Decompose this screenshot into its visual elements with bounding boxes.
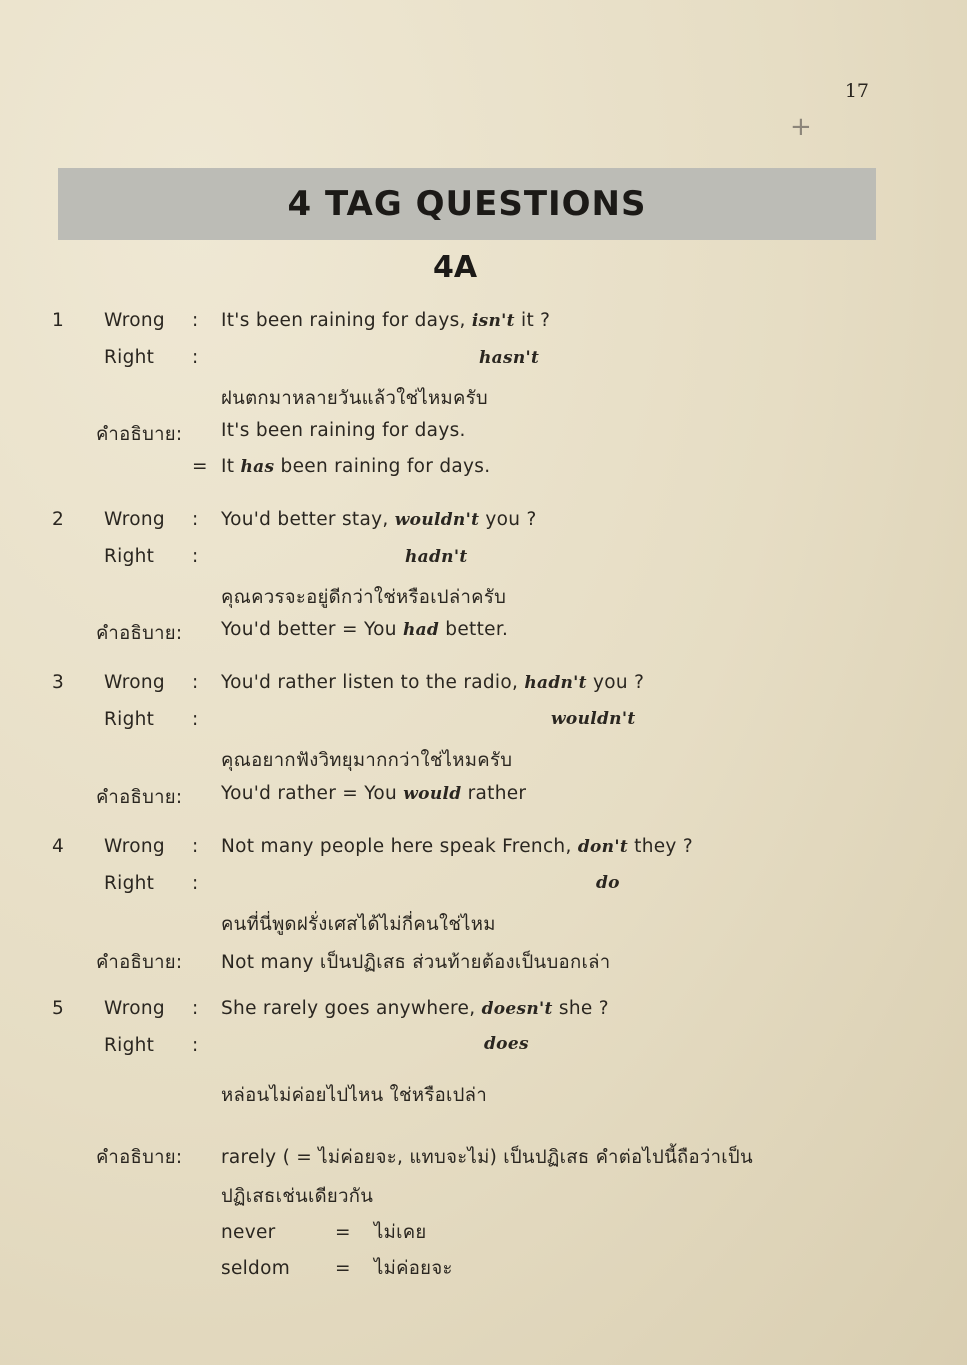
colon: : [192, 347, 199, 368]
wrong-sentence [221, 310, 550, 331]
equals-sign: = [335, 1222, 351, 1243]
wrong-label: Wrong [104, 310, 165, 331]
explanation-part: better. [439, 619, 509, 640]
item-number: 3 [52, 672, 65, 693]
sentence-text: Not many people here speak French, [221, 836, 578, 857]
colon: : [192, 998, 199, 1019]
wrong-tag: don't [577, 837, 628, 857]
pencil-margin-mark: + [790, 112, 812, 142]
wrong-label: Wrong [104, 836, 165, 857]
right-label: Right [104, 546, 155, 567]
chapter-title-banner [58, 168, 876, 240]
colon: : [192, 709, 199, 730]
explanation-text: ปฏิเสธเช่นเดียวกัน [221, 1186, 374, 1207]
sentence-text: It's been raining for days, [221, 310, 472, 331]
wrong-tag: isn't [471, 311, 515, 331]
right-label: Right [104, 709, 155, 730]
explanation-text [221, 783, 526, 804]
thai-translation: คุณควรจะอยู่ดีกว่าใช่หรือเปล่าครับ [221, 587, 507, 608]
right-tag: hadn't [405, 547, 468, 567]
wrong-tag: wouldn't [394, 510, 480, 530]
colon: : [192, 836, 199, 857]
explanation-part: rather [461, 783, 527, 804]
right-label: Right [104, 347, 155, 368]
explanation-text: It's been raining for days. [221, 420, 466, 441]
explanation-label: คำอธิบาย: [96, 424, 183, 445]
wrong-label: Wrong [104, 509, 165, 530]
explanation-part: You'd rather = You [221, 783, 404, 804]
explanation-text [221, 456, 490, 477]
sentence-end: they ? [627, 836, 693, 857]
explanation-text [221, 619, 508, 640]
page-number: 17 [844, 80, 869, 102]
sentence-text: You'd better stay, [221, 509, 395, 530]
colon: : [192, 509, 199, 530]
wrong-label: Wrong [104, 998, 165, 1019]
sentence-end: she ? [552, 998, 609, 1019]
vocab-meaning: ไม่เคย [374, 1222, 427, 1243]
right-tag: does [484, 1034, 529, 1054]
chapter-title: 4 TAG QUESTIONS [287, 184, 647, 224]
item-number: 4 [52, 836, 65, 857]
right-label: Right [104, 1035, 155, 1056]
explanation-label: คำอธิบาย: [96, 952, 183, 973]
wrong-sentence [221, 509, 537, 530]
colon: : [192, 672, 199, 693]
wrong-sentence [221, 836, 693, 857]
explanation-label: คำอธิบาย: [96, 623, 183, 644]
colon: : [192, 546, 199, 567]
section-heading: 4A [432, 250, 478, 285]
vocab-meaning: ไม่ค่อยจะ [374, 1258, 453, 1279]
explanation-part: You'd better = You [221, 619, 403, 640]
right-label: Right [104, 873, 155, 894]
wrong-sentence [221, 998, 609, 1019]
item-number: 5 [52, 998, 65, 1019]
explanation-label: คำอธิบาย: [96, 1147, 183, 1168]
explanation-text: Not many เป็นปฏิเสธ ส่วนท้ายต้องเป็นบอกเล่า [221, 952, 611, 973]
wrong-tag: hadn't [524, 673, 587, 693]
wrong-label: Wrong [104, 672, 165, 693]
explanation-part: It [221, 456, 241, 477]
thai-translation: คุณอยากฟังวิทยุมากกว่าใช่ไหมครับ [221, 750, 513, 771]
sentence-text: She rarely goes anywhere, [221, 998, 482, 1019]
sentence-end: it ? [514, 310, 551, 331]
sentence-text: You'd rather listen to the radio, [221, 672, 525, 693]
item-number: 1 [52, 310, 65, 331]
vocab-word: never [221, 1222, 276, 1243]
explanation-emphasis: has [240, 457, 275, 477]
equals-sign: = [192, 456, 208, 477]
wrong-sentence [221, 672, 644, 693]
right-tag: do [596, 873, 620, 893]
explanation-text: rarely ( = ไม่ค่อยจะ, แทบจะไม่) เป็นปฏิเสธ คำต่อไปนี้ถือว่าเป็น [221, 1147, 753, 1168]
explanation-emphasis: would [403, 784, 462, 804]
thai-translation: คนที่นี่พูดฝรั่งเศสได้ไม่กี่คนใช่ไหม [221, 914, 496, 935]
thai-translation: ฝนตกมาหลายวันแล้วใช่ไหมครับ [221, 388, 488, 409]
explanation-label: คำอธิบาย: [96, 787, 183, 808]
sentence-end: you ? [479, 509, 537, 530]
sentence-end: you ? [586, 672, 645, 693]
thai-translation: หล่อนไม่ค่อยไปไหน ใช่หรือเปล่า [221, 1085, 488, 1106]
colon: : [192, 310, 199, 331]
explanation-part: been raining for days. [274, 456, 491, 477]
wrong-tag: doesn't [481, 999, 553, 1019]
equals-sign: = [335, 1258, 351, 1279]
item-number: 2 [52, 509, 65, 530]
colon: : [192, 1035, 199, 1056]
vocab-word: seldom [221, 1258, 291, 1279]
right-tag: wouldn't [551, 709, 636, 729]
colon: : [192, 873, 199, 894]
explanation-emphasis: had [402, 620, 440, 640]
right-tag: hasn't [479, 348, 540, 368]
